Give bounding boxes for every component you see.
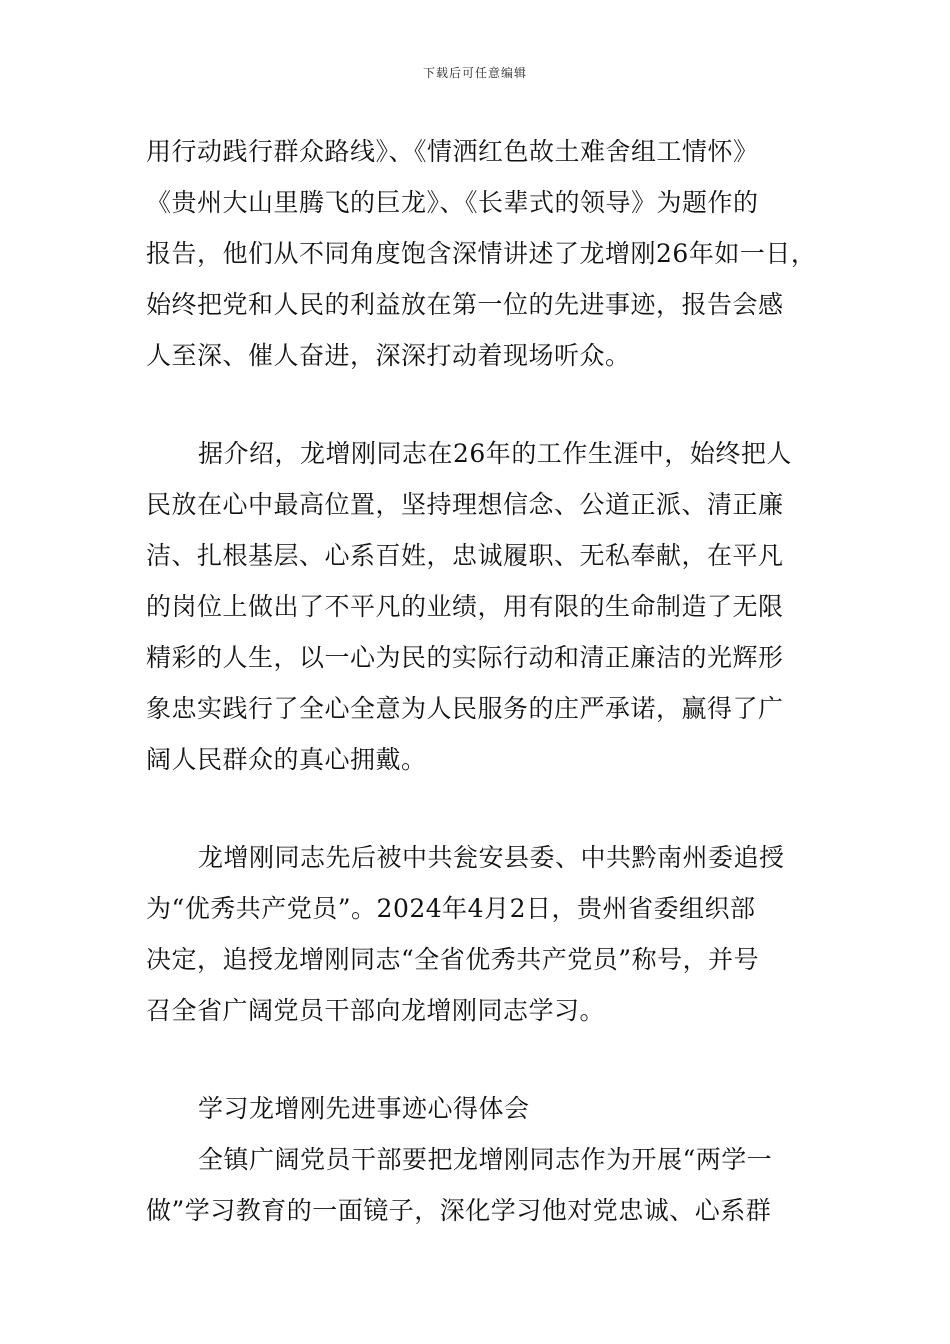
paragraph-line: 的岗位上做出了不平凡的业绩，用有限的生命制造了无限 xyxy=(146,592,784,621)
document-body xyxy=(146,126,836,1236)
paragraph-line: 洁、扎根基层、心系百姓，忠诚履职、无私奉献，在平凡 xyxy=(146,541,784,570)
paragraph-1 xyxy=(146,126,836,381)
paragraph-line: 据介绍，龙增刚同志在26年的工作生涯中，始终把人 xyxy=(198,439,792,468)
paragraph-gap xyxy=(146,785,836,832)
paragraph-line: 《贵州大山里腾飞的巨龙》、《长辈式的领导》为题作的 xyxy=(146,188,759,217)
paragraph-line: 阔人民群众的真心拥戴。 xyxy=(146,745,427,774)
paragraph-line: 做”学习教育的一面镜子，深化学习他对党忠诚、心系群 xyxy=(146,1196,772,1225)
paragraph-line: 象忠实践行了全心全意为人民服务的庄严承诺，赢得了广 xyxy=(146,694,784,723)
paragraph-line: 始终把党和人民的利益放在第一位的先进事迹，报告会感 xyxy=(146,290,784,319)
paragraph-line: 报告，他们从不同角度饱含深情讲述了龙增刚26年如一日， xyxy=(146,239,817,268)
paragraph-2 xyxy=(146,428,836,785)
section-heading: 学习龙增刚先进事迹心得体会 xyxy=(198,1094,530,1123)
paragraph-gap xyxy=(146,381,836,428)
paragraph-gap xyxy=(146,1036,836,1083)
paragraph-line: 召全省广阔党员干部向龙增刚同志学习。 xyxy=(146,996,606,1025)
paragraph-line: 用行动践行群众路线》、《情洒红色故土难舍组工情怀》 xyxy=(146,137,759,166)
paragraph-line: 人至深、催人奋进，深深打动着现场听众。 xyxy=(146,341,631,370)
paragraph-line: 龙增刚同志先后被中共瓮安县委、中共黔南州委追授 xyxy=(198,843,785,872)
paragraph-line: 精彩的人生，以一心为民的实际行动和清正廉洁的光辉形 xyxy=(146,643,784,672)
paragraph-line: 决定，追授龙增刚同志“全省优秀共产党员”称号，并号 xyxy=(146,945,760,974)
paragraph-line: 民放在心中最高位置，坚持理想信念、公道正派、清正廉 xyxy=(146,490,784,519)
page-header: 下载后可任意编辑 xyxy=(422,66,527,80)
paragraph-4 xyxy=(146,1083,836,1236)
paragraph-3 xyxy=(146,832,836,1036)
paragraph-line: 为“优秀共产党员”。2024年4月2日，贵州省委组织部 xyxy=(146,894,756,923)
paragraph-line: 全镇广阔党员干部要把龙增刚同志作为开展“两学一 xyxy=(198,1145,773,1174)
